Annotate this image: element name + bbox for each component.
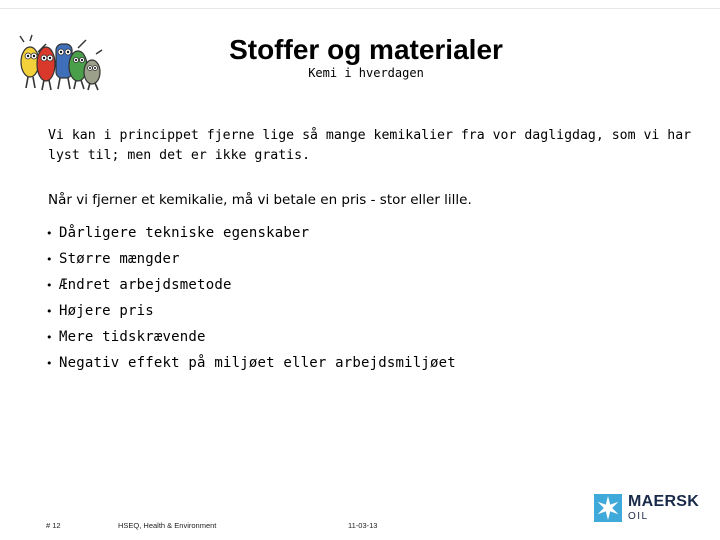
bullet-icon: • [46,253,53,266]
maersk-star-icon [594,494,622,522]
slide-subtitle: Kemi i hverdagen [308,66,424,80]
intro-line: Vi kan i princippet fjerne lige så mange kemikalier fra vor dagligdag, som vi har [48,128,692,143]
page-number: # 12 [46,521,61,530]
statement-paragraph: Når vi fjerner et kemikalie, må vi betale en pris - stor eller lille. [48,192,472,208]
bullet-icon: • [46,305,53,318]
top-divider [0,8,720,9]
list-item [46,222,456,248]
list-item-text: Mere tidskrævende [59,329,206,345]
bullet-icon: • [46,227,53,240]
footer-department: HSEQ, Health & Environment [118,521,217,530]
logo-wordmark: MAERSK [628,493,700,510]
list-item-text: Dårligere tekniske egenskaber [59,225,310,241]
list-item-text: Højere pris [59,303,154,319]
footer-date: 11-03-13 [348,521,378,530]
list-item-text: Større mængder [59,251,180,267]
list-item [46,274,456,300]
logo-subwordmark: OIL [628,511,649,522]
intro-paragraph [48,126,708,166]
list-item [46,300,456,326]
bullet-icon: • [46,357,53,370]
bullet-icon: • [46,331,53,344]
slide-title: Stoffer og materialer [229,34,503,65]
list-item-text: Ændret arbejdsmetode [59,277,232,293]
list-item-text: Negativ effekt på miljøet eller arbejdsmiljøet [59,355,456,371]
consequence-list [46,222,456,378]
bullet-icon: • [46,279,53,292]
list-item [46,248,456,274]
list-item [46,326,456,352]
maersk-oil-logo [594,492,704,524]
list-item [46,352,456,378]
intro-line: lyst til; men det er ikke gratis. [48,148,311,163]
